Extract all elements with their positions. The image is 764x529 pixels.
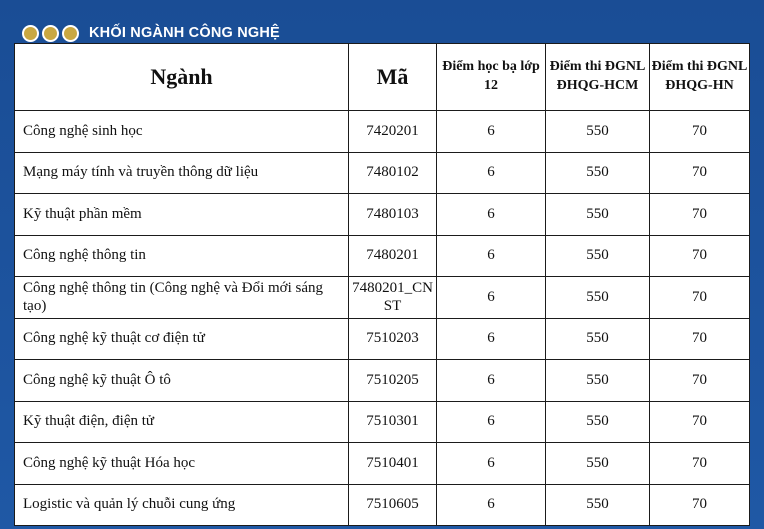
bullet-dots bbox=[22, 25, 79, 42]
cell-hocba: 6 bbox=[437, 484, 546, 526]
cell-dgnl-hcm: 550 bbox=[546, 235, 650, 277]
cell-dgnl-hcm: 550 bbox=[546, 318, 650, 360]
cell-code: 7510301 bbox=[349, 401, 437, 443]
cell-major: Công nghệ kỹ thuật Hóa học bbox=[15, 443, 349, 485]
cell-hocba: 6 bbox=[437, 318, 546, 360]
cell-dgnl-hcm: 550 bbox=[546, 360, 650, 402]
gold-dot-icon bbox=[42, 25, 59, 42]
cell-dgnl-hn: 70 bbox=[650, 318, 750, 360]
cell-dgnl-hcm: 550 bbox=[546, 194, 650, 236]
table-row bbox=[15, 111, 750, 153]
cell-dgnl-hn: 70 bbox=[650, 360, 750, 402]
table-row bbox=[15, 235, 750, 277]
cell-major: Công nghệ kỹ thuật cơ điện tử bbox=[15, 318, 349, 360]
table-row bbox=[15, 401, 750, 443]
cell-major: Logistic và quản lý chuỗi cung ứng bbox=[15, 484, 349, 526]
table-row bbox=[15, 360, 750, 402]
admission-table bbox=[14, 43, 750, 526]
cell-dgnl-hcm: 550 bbox=[546, 277, 650, 319]
col-header-major: Ngành bbox=[15, 44, 349, 111]
cell-major: Công nghệ sinh học bbox=[15, 111, 349, 153]
cell-dgnl-hn: 70 bbox=[650, 111, 750, 153]
cell-dgnl-hn: 70 bbox=[650, 443, 750, 485]
cell-hocba: 6 bbox=[437, 443, 546, 485]
cell-dgnl-hn: 70 bbox=[650, 152, 750, 194]
cell-major: Công nghệ kỹ thuật Ô tô bbox=[15, 360, 349, 402]
cell-major: Kỹ thuật phần mềm bbox=[15, 194, 349, 236]
cell-code: 7510605 bbox=[349, 484, 437, 526]
cell-major: Kỹ thuật điện, điện tử bbox=[15, 401, 349, 443]
cell-dgnl-hn: 70 bbox=[650, 194, 750, 236]
cell-dgnl-hn: 70 bbox=[650, 235, 750, 277]
section-title: KHỐI NGÀNH CÔNG NGHỆ bbox=[89, 25, 280, 41]
col-header-hocba: Điểm học bạ lớp 12 bbox=[437, 44, 546, 111]
cell-code: 7480201 bbox=[349, 235, 437, 277]
table-row bbox=[15, 152, 750, 194]
cell-code: 7510203 bbox=[349, 318, 437, 360]
cell-hocba: 6 bbox=[437, 194, 546, 236]
cell-hocba: 6 bbox=[437, 111, 546, 153]
cell-major: Mạng máy tính và truyền thông dữ liệu bbox=[15, 152, 349, 194]
cell-dgnl-hcm: 550 bbox=[546, 484, 650, 526]
cell-dgnl-hn: 70 bbox=[650, 401, 750, 443]
cell-dgnl-hcm: 550 bbox=[546, 443, 650, 485]
table-row bbox=[15, 318, 750, 360]
cell-code: 7480201_CNST bbox=[349, 277, 437, 319]
cell-hocba: 6 bbox=[437, 152, 546, 194]
cell-hocba: 6 bbox=[437, 401, 546, 443]
cell-dgnl-hcm: 550 bbox=[546, 401, 650, 443]
col-header-dgnl-hn: Điểm thi ĐGNL ĐHQG-HN bbox=[650, 44, 750, 111]
gold-dot-icon bbox=[22, 25, 39, 42]
cell-major: Công nghệ thông tin bbox=[15, 235, 349, 277]
cell-dgnl-hn: 70 bbox=[650, 484, 750, 526]
col-header-dgnl-hcm: Điểm thi ĐGNL ĐHQG-HCM bbox=[546, 44, 650, 111]
table-row bbox=[15, 484, 750, 526]
table-header-row bbox=[15, 44, 750, 111]
cell-hocba: 6 bbox=[437, 235, 546, 277]
table-row bbox=[15, 443, 750, 485]
cell-hocba: 6 bbox=[437, 277, 546, 319]
cell-code: 7510205 bbox=[349, 360, 437, 402]
admission-table-container bbox=[14, 43, 749, 517]
cell-code: 7420201 bbox=[349, 111, 437, 153]
cell-code: 7480102 bbox=[349, 152, 437, 194]
col-header-code: Mã bbox=[349, 44, 437, 111]
cell-code: 7510401 bbox=[349, 443, 437, 485]
cell-major: Công nghệ thông tin (Công nghệ và Đổi mới sáng tạo) bbox=[15, 277, 349, 319]
gold-dot-icon bbox=[62, 25, 79, 42]
cell-dgnl-hn: 70 bbox=[650, 277, 750, 319]
cell-hocba: 6 bbox=[437, 360, 546, 402]
cell-code: 7480103 bbox=[349, 194, 437, 236]
cell-dgnl-hcm: 550 bbox=[546, 152, 650, 194]
table-row bbox=[15, 277, 750, 319]
table-row bbox=[15, 194, 750, 236]
cell-dgnl-hcm: 550 bbox=[546, 111, 650, 153]
